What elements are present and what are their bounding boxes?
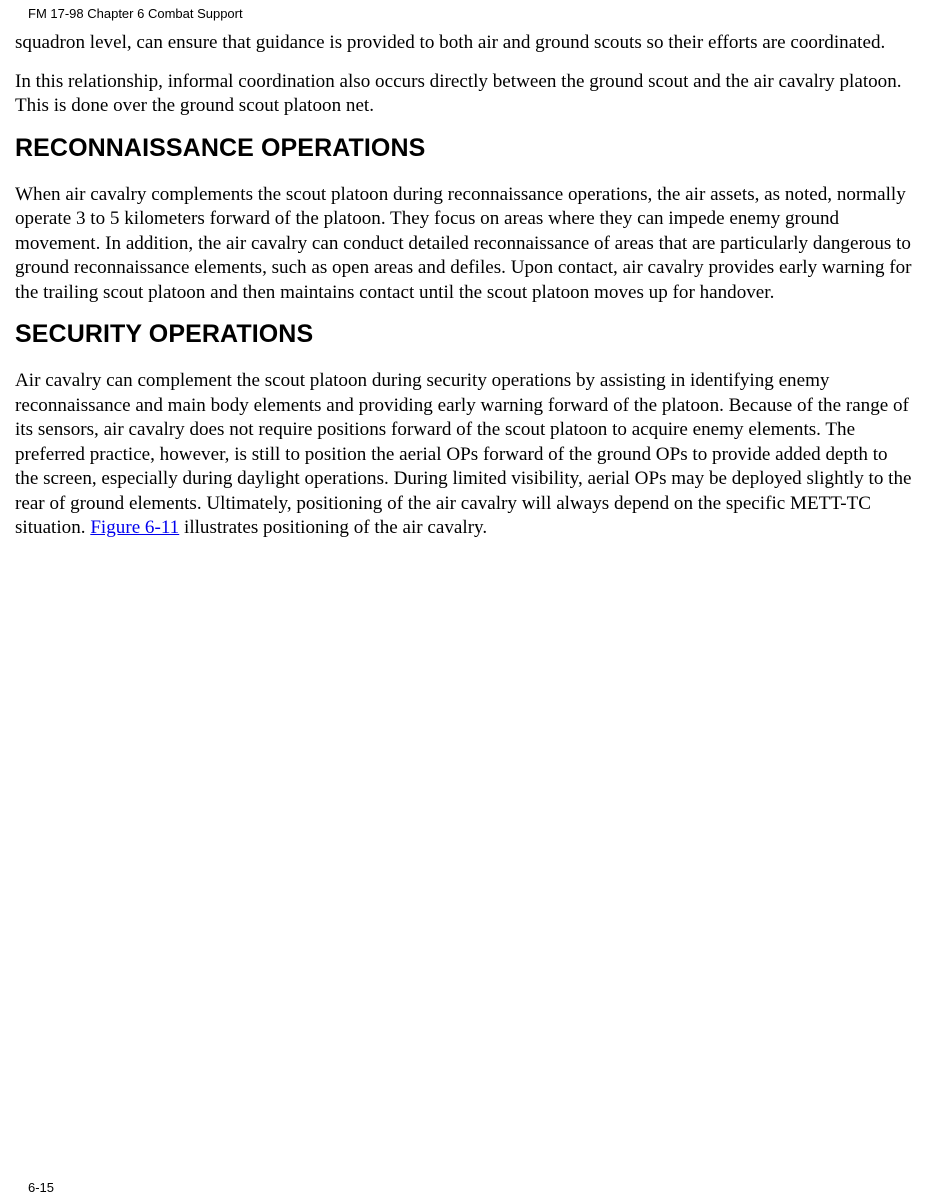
figure-6-11-link[interactable]: Figure 6-11 bbox=[90, 517, 180, 538]
paragraph-security-operations bbox=[15, 369, 914, 541]
paragraph-reconnaissance-operations: When air cavalry complements the scout platoon during reconnaissance operations, the air assets, as noted, normally operate 3 to 5 kilometers forward of the platoon. They focus on areas where they can impede enemy ground movement. In addition, the air cavalry can conduct detailed reconnaissance of areas that are particularly dangerous to ground reconnaissance elements, such as open areas and defiles. Upon contact, air cavalry provides early warning for the trailing scout platoon and then maintains contact until the scout platoon moves up for handover. bbox=[15, 183, 912, 303]
heading-security-operations: SECURITY OPERATIONS bbox=[15, 320, 314, 348]
page-number: 6-15 bbox=[28, 1180, 55, 1195]
security-text-before-link: Air cavalry can complement the scout platoon during security operations by assisting in identifying enemy reconnaissance and main body elements and providing early warning forward of the platoon. Because of the range of its sensors, air cavalry does not require positions forward of the scout platoon to acquire enemy elements. The preferred practice, however, is still to position the aerial OPs forward of the ground OPs to provide added depth to the screen, especially during daylight operations. During limited visibility, aerial OPs may be deployed slightly to the rear of ground elements. Ultimately, positioning of the air cavalry will always depend on the specific METT-TC situation. bbox=[15, 370, 912, 538]
document-body bbox=[15, 31, 914, 555]
paragraph-squadron-guidance: squadron level, can ensure that guidance is provided to both air and ground scouts so their efforts are coordinated. bbox=[15, 32, 886, 53]
heading-reconnaissance-operations: RECONNAISSANCE OPERATIONS bbox=[15, 133, 426, 162]
paragraph-informal-coordination: In this relationship, informal coordination also occurs directly between the ground scout and the air cavalry platoon. This is done over the ground scout platoon net. bbox=[15, 70, 902, 116]
running-header: FM 17-98 Chapter 6 Combat Support bbox=[28, 6, 243, 21]
security-text-after-link: illustrates positioning of the air cavalry. bbox=[179, 517, 488, 538]
